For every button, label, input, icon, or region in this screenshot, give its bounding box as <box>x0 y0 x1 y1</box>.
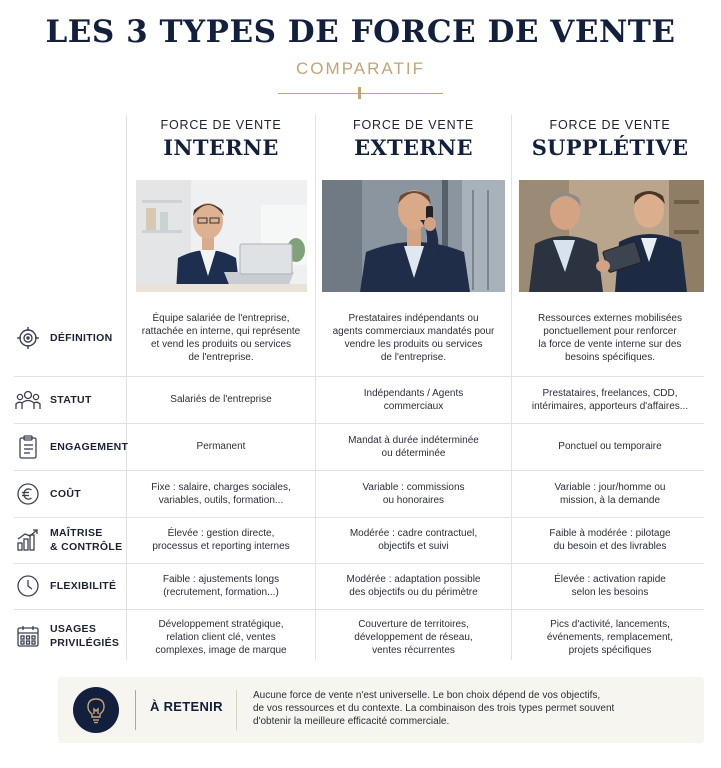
takeaway-text: Aucune force de vente n'est universelle. Le bon choix dépend de vos objectifs, de vos ressources et du contexte. La combinaison des trois types permet souvent d'obtenir la meilleure efficacité commerciale. <box>253 690 615 727</box>
column-header-big: SUPPLÉTIVE <box>531 135 689 160</box>
clock-icon <box>14 572 42 600</box>
column-header-small: FORCE DE VENTE <box>160 118 282 132</box>
row-label-engagement <box>14 423 128 470</box>
row-label-text: ENGAGEMENT <box>50 440 129 453</box>
column-header-interne <box>127 118 315 160</box>
photo-two-men-tablet <box>519 180 704 292</box>
row-label-cout <box>14 470 81 517</box>
takeaway-title: À RETENIR <box>150 699 223 714</box>
target-icon <box>14 324 42 352</box>
euro-icon <box>14 480 42 508</box>
calendar-icon <box>14 622 42 650</box>
cell-maitrise-supletive: Faible à modérée : pilotage du besoin et des livrables <box>549 528 671 552</box>
row-label-definition <box>14 300 113 376</box>
column-header-externe <box>316 118 511 160</box>
row-label-statut <box>14 376 92 423</box>
cell-engagement-supletive: Ponctuel ou temporaire <box>558 441 662 452</box>
photo-office-worker-laptop <box>136 180 307 292</box>
cell-flexibilite-interne: Faible : ajustements longs (recrutement, formation...) <box>162 574 280 598</box>
row-label-text: & CONTRÔLE <box>50 541 123 553</box>
cell-flexibilite-supletive: Élevée : activation rapide selon les besoins <box>554 574 666 598</box>
cell-cout-supletive: Variable : jour/homme ou mission, à la demande <box>554 481 666 506</box>
photo-man-on-phone <box>322 180 505 292</box>
bar-chart-icon <box>14 526 42 554</box>
row-label-text: USAGES <box>50 623 97 635</box>
row-label-text: STATUT <box>50 393 92 406</box>
takeaway-divider <box>135 690 136 730</box>
row-label-text: FLEXIBILITÉ <box>50 580 117 592</box>
cell-usages-externe: Couverture de territoires, développement de réseau, ventes récurrentes <box>354 618 473 656</box>
title-divider-tick <box>358 87 361 99</box>
column-header-supletive <box>512 118 708 160</box>
clipboard-icon <box>14 433 42 461</box>
cell-statut-externe: Indépendants / Agents commerciaux <box>363 387 464 412</box>
cell-definition-externe: Prestataires indépendants ou agents commerciaux mandatés pour vendre les produits ou services de l'entreprise. <box>332 313 495 363</box>
cell-definition-interne: Équipe salariée de l'entreprise, rattachée en interne, qui représente et vend les produits ou services de l'entreprise. <box>141 313 301 363</box>
column-header-small: FORCE DE VENTE <box>353 118 474 132</box>
page-title: LES 3 TYPES DE FORCE DE VENTE <box>45 14 676 50</box>
takeaway-divider <box>236 690 237 730</box>
cell-flexibilite-externe: Modérée : adaptation possible des objectifs ou du périmètre <box>346 574 481 598</box>
row-label-flexibilite <box>14 563 116 609</box>
row-label-usages <box>14 609 119 663</box>
cell-cout-interne: Fixe : salaire, charges sociales, variables, outils, formation... <box>151 481 291 506</box>
row-label-text: COÛT <box>50 487 81 500</box>
people-icon <box>14 386 42 414</box>
lightbulb-icon <box>73 687 119 733</box>
cell-usages-interne: Développement stratégique, relation client clé, ventes complexes, image de marque <box>155 618 287 656</box>
cell-maitrise-interne: Élevée : gestion directe, processus et reporting internes <box>152 528 290 552</box>
cell-statut-supletive: Prestataires, freelances, CDD, intérimaires, apporteurs d'affaires... <box>531 387 689 412</box>
cell-engagement-externe: Mandat à durée indéterminée ou déterminée <box>348 434 479 459</box>
column-header-small: FORCE DE VENTE <box>549 118 671 132</box>
cell-cout-externe: Variable : commissions ou honoraires <box>362 481 465 506</box>
row-label-maitrise <box>14 517 122 563</box>
cell-statut-interne: Salariés de l'entreprise <box>170 394 272 405</box>
page-subtitle: COMPARATIF <box>296 59 425 78</box>
cell-maitrise-externe: Modérée : cadre contractuel, objectifs et suivi <box>349 528 478 552</box>
row-label-text: DÉFINITION <box>50 332 113 344</box>
column-header-big: EXTERNE <box>354 135 473 160</box>
cell-engagement-interne: Permanent <box>196 441 246 452</box>
row-label-text: MAÎTRISE <box>50 527 103 539</box>
column-header-big: INTERNE <box>163 135 279 160</box>
cell-usages-supletive: Pics d'activité, lancements, événements, remplacement, projets spécifiques <box>546 618 674 656</box>
cell-definition-supletive: Ressources externes mobilisées ponctuellement pour renforcer la force de vente interne sur des besoins spécifiques. <box>538 313 682 363</box>
row-label-text: PRIVILÉGIÉS <box>50 637 120 649</box>
